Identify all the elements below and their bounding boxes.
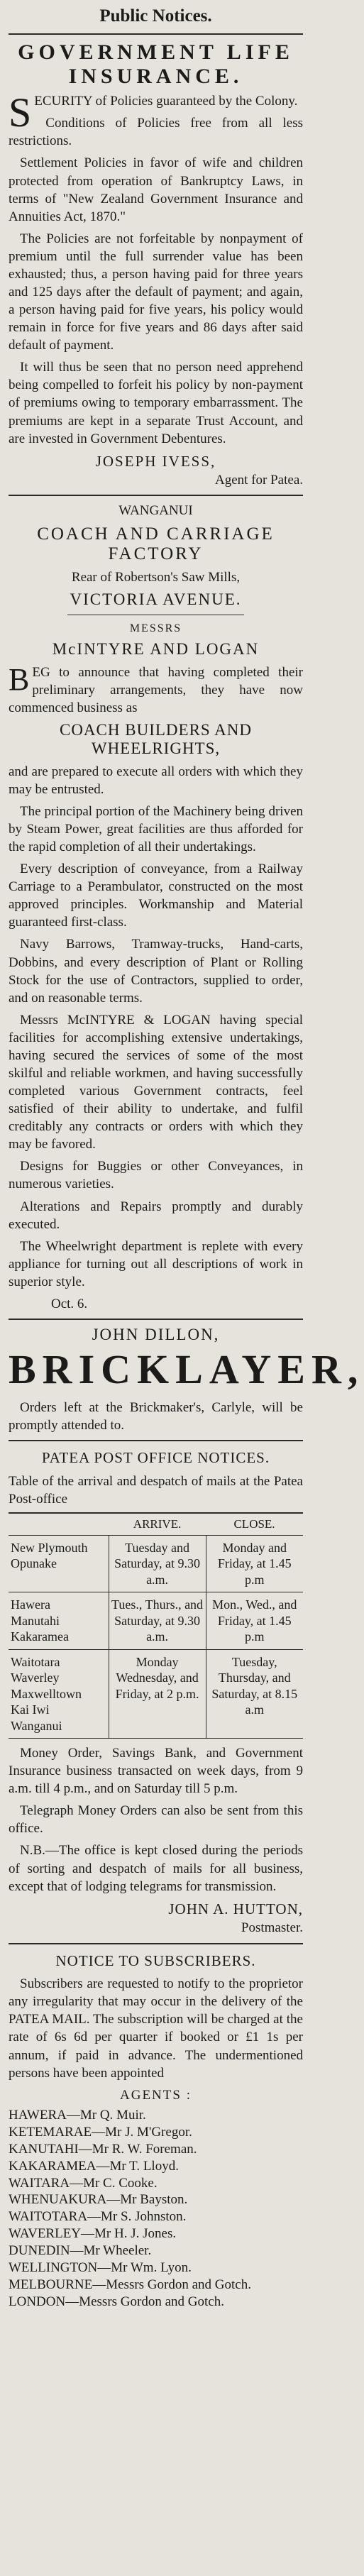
divider-1: [9, 495, 303, 496]
mail-col-place: [9, 1513, 109, 1535]
list-item: DUNEDIN—Mr Wheeler.: [9, 2243, 152, 2259]
factory-intro: BEG to announce that having completed their preliminary arrangements, they have now commenced business as: [9, 661, 303, 715]
factory-dropcap: B: [9, 661, 30, 697]
table-row: [9, 1592, 303, 1650]
list-item: KAKARAMEA—Mr T. Lloyd.: [9, 2158, 179, 2174]
factory-paragraph-8: The Wheelwright department is replete with every appliance for turning out all descriptions of work in superior style.: [9, 1238, 303, 1289]
mail-col-arrive: ARRIVE.: [109, 1513, 206, 1535]
post-office-signature: JOHN A. HUTTON,: [168, 1900, 303, 1917]
factory-location: Rear of Robertson's Saw Mills,: [71, 569, 241, 585]
bricklayer-name: JOHN DILLON,: [92, 1325, 220, 1343]
insurance-title: GOVERNMENT LIFE INSURANCE.: [18, 40, 294, 88]
header-rule: [9, 33, 303, 35]
insurance-notice: [9, 40, 303, 489]
factory-paragraph-4: Navy Barrows, Tramway-trucks, Hand-carts, Dobbins, and every description of Plant or Rolling Stock for the use of Contractors, supplied to order, and on reasonable terms.: [9, 937, 303, 1006]
bricklayer-trade: BRICKLAYER,: [9, 1346, 364, 1393]
factory-paragraph-3: Every description of conveyance, from a Railway Carriage to a Perambulator, constructed on the most approved principles. Workmanship and Material guaranteed first-class.: [9, 862, 303, 930]
insurance-paragraph-1: SECURITY of Policies guaranteed by the Colony.: [9, 89, 298, 136]
mail-place: Waitotara Waverley Maxwelltown Kai Iwi Wanganui: [9, 1649, 109, 1739]
factory-firm-name: McINTYRE AND LOGAN: [52, 640, 260, 659]
list-item: HAWERA—Mr Q. Muir.: [9, 2107, 146, 2123]
mail-close: Mon., Wed., and Friday, at 1.45 p.m: [206, 1592, 303, 1650]
mail-close: Monday and Friday, at 1.45 p.m: [206, 1535, 303, 1592]
mail-arrive: Tues., Thurs., and Saturday, at 9.30 a.m.: [109, 1592, 206, 1650]
list-item: WAITARA—Mr C. Cooke.: [9, 2175, 158, 2191]
agents-heading: AGENTS :: [120, 2087, 192, 2103]
list-item: WAITOTARA—Mr S. Johnston.: [9, 2209, 187, 2225]
mail-close: Tuesday, Thursday, and Saturday, at 8.15 a.m: [206, 1649, 303, 1739]
factory-messrs: MESSRS: [129, 622, 182, 635]
factory-title: COACH AND CARRIAGE FACTORY: [37, 524, 275, 563]
factory-town: WANGANUI: [118, 503, 193, 519]
list-item: KETEMARAE—Mr J. M'Gregor.: [9, 2124, 192, 2140]
mail-table: [9, 1512, 303, 1739]
bricklayer-text: Orders left at the Brickmaker's, Carlyle, will be promptly attended to.: [9, 1400, 303, 1433]
post-office-role: Postmaster.: [241, 1920, 303, 1936]
insurance-paragraph-3: Settlement Policies in favor of wife and children protected from operation of Bankruptcy Laws, in terms of "New Zealand Government Insurance and Annuities Act, 1870.": [9, 155, 303, 224]
post-office-paragraph-1: Money Order, Savings Bank, and Government Insurance business transacted on week days, from 9 a.m. till 4 p.m., and on Saturday till 5 p.m.: [9, 1746, 303, 1797]
table-row: [9, 1535, 303, 1592]
insurance-paragraph-2: Conditions of Policies free from all less restrictions.: [9, 116, 303, 149]
post-office-paragraph-3: N.B.—The office is kept closed during the periods of sorting and despatch of mails for all business, except that of lodging telegrams for transmission.: [9, 1843, 303, 1894]
post-office-intro: Table of the arrival and despatch of mails at the Patea Post-office: [9, 1474, 303, 1507]
list-item: LONDON—Messrs Gordon and Gotch.: [9, 2294, 224, 2310]
bricklayer-notice: [9, 1325, 364, 1434]
factory-date: Oct. 6.: [51, 1296, 88, 1311]
list-item: WHENUAKURA—Mr Bayston.: [9, 2192, 188, 2208]
subscribers-text: Subscribers are requested to notify to the proprietor any irregularity that may occur in the delivery of the PATEA MAIL. The subscription will be charged at the rate of 6s 6d per quarter if booked or £1 1s per annum, if paid in advance. The undermentioned persons have been appointed: [9, 1976, 303, 2081]
mail-arrive: Monday Wednesday, and Friday, at 2 p.m.: [109, 1649, 206, 1739]
list-item: MELBOURNE—Messrs Gordon and Gotch.: [9, 2277, 251, 2293]
factory-paragraph-6: Designs for Buggies or other Conveyances, in numerous varieties.: [9, 1159, 303, 1192]
subscribers-title: NOTICE TO SUBSCRIBERS.: [55, 1952, 256, 1969]
list-item: WAVERLEY—Mr H. J. Jones.: [9, 2226, 177, 2242]
mail-arrive: Tuesday and Saturday, at 9.30 a.m.: [109, 1535, 206, 1592]
insurance-signature: JOSEPH IVESS,: [95, 452, 216, 470]
factory-avenue: VICTORIA AVENUE.: [70, 590, 242, 608]
divider-2: [9, 1319, 303, 1320]
post-office-notice: [9, 1448, 303, 1937]
mail-col-close: CLOSE.: [206, 1513, 303, 1535]
factory-paragraph-2: The principal portion of the Machinery being driven by Steam Power, great facilities are thus afforded for the rapid completion of all their undertakings.: [9, 803, 303, 855]
list-item: KANUTAHI—Mr R. W. Foreman.: [9, 2141, 197, 2157]
table-row: [9, 1649, 303, 1739]
mail-table-header: [9, 1513, 303, 1535]
subscribers-notice: [9, 1952, 303, 2311]
factory-paragraph-7: Alterations and Repairs promptly and durably executed.: [9, 1199, 303, 1232]
list-item: WELLINGTON—Mr Wm. Lyon.: [9, 2260, 192, 2276]
insurance-paragraph-4: The Policies are not forfeitable by nonpayment of premium until the full surrender value has been exhausted; thus, a person having paid for three years and 125 days after the default of payment; and again, a person having paid for five years, his policy would remain in force for five years and 86 days after said default of payment.: [9, 231, 303, 353]
divider-4: [9, 1943, 303, 1944]
factory-paragraph-1: and are prepared to execute all orders with which they may be entrusted.: [9, 764, 303, 797]
factory-notice: [9, 502, 303, 1313]
mail-place: New Plymouth Opunake: [9, 1535, 109, 1592]
factory-paragraph-5: Messrs McINTYRE & LOGAN having special facilities for accomplishing extensive undertakings, having secured the services of some of the most skilful and reliable workmen, and having successfully completed various Government contracts, feel satisfied of their ability to undertake, and fulfil creditably any contracts or orders with which they may be favored.: [9, 1012, 303, 1152]
insurance-paragraph-5: It will thus be seen that no person need apprehend being compelled to forfeit his policy by non-payment of premiums owing to temporary embarrassment. The premiums are kept in a separate Trust Account, and are invested in Government Debentures.: [9, 360, 303, 446]
mail-place: Hawera Manutahi Kakaramea: [9, 1592, 109, 1650]
insurance-dropcap: S: [9, 89, 32, 136]
post-office-title: PATEA POST OFFICE NOTICES.: [41, 1449, 270, 1467]
factory-trade: COACH BUILDERS AND WHEELRIGHTS,: [59, 720, 253, 758]
section-header: Public Notices.: [99, 6, 212, 26]
post-office-paragraph-2: Telegraph Money Orders can also be sent from this office.: [9, 1803, 303, 1837]
insurance-agent-role: Agent for Patea.: [215, 473, 303, 488]
agents-list: [9, 2107, 303, 2311]
divider-3: [9, 1440, 303, 1441]
